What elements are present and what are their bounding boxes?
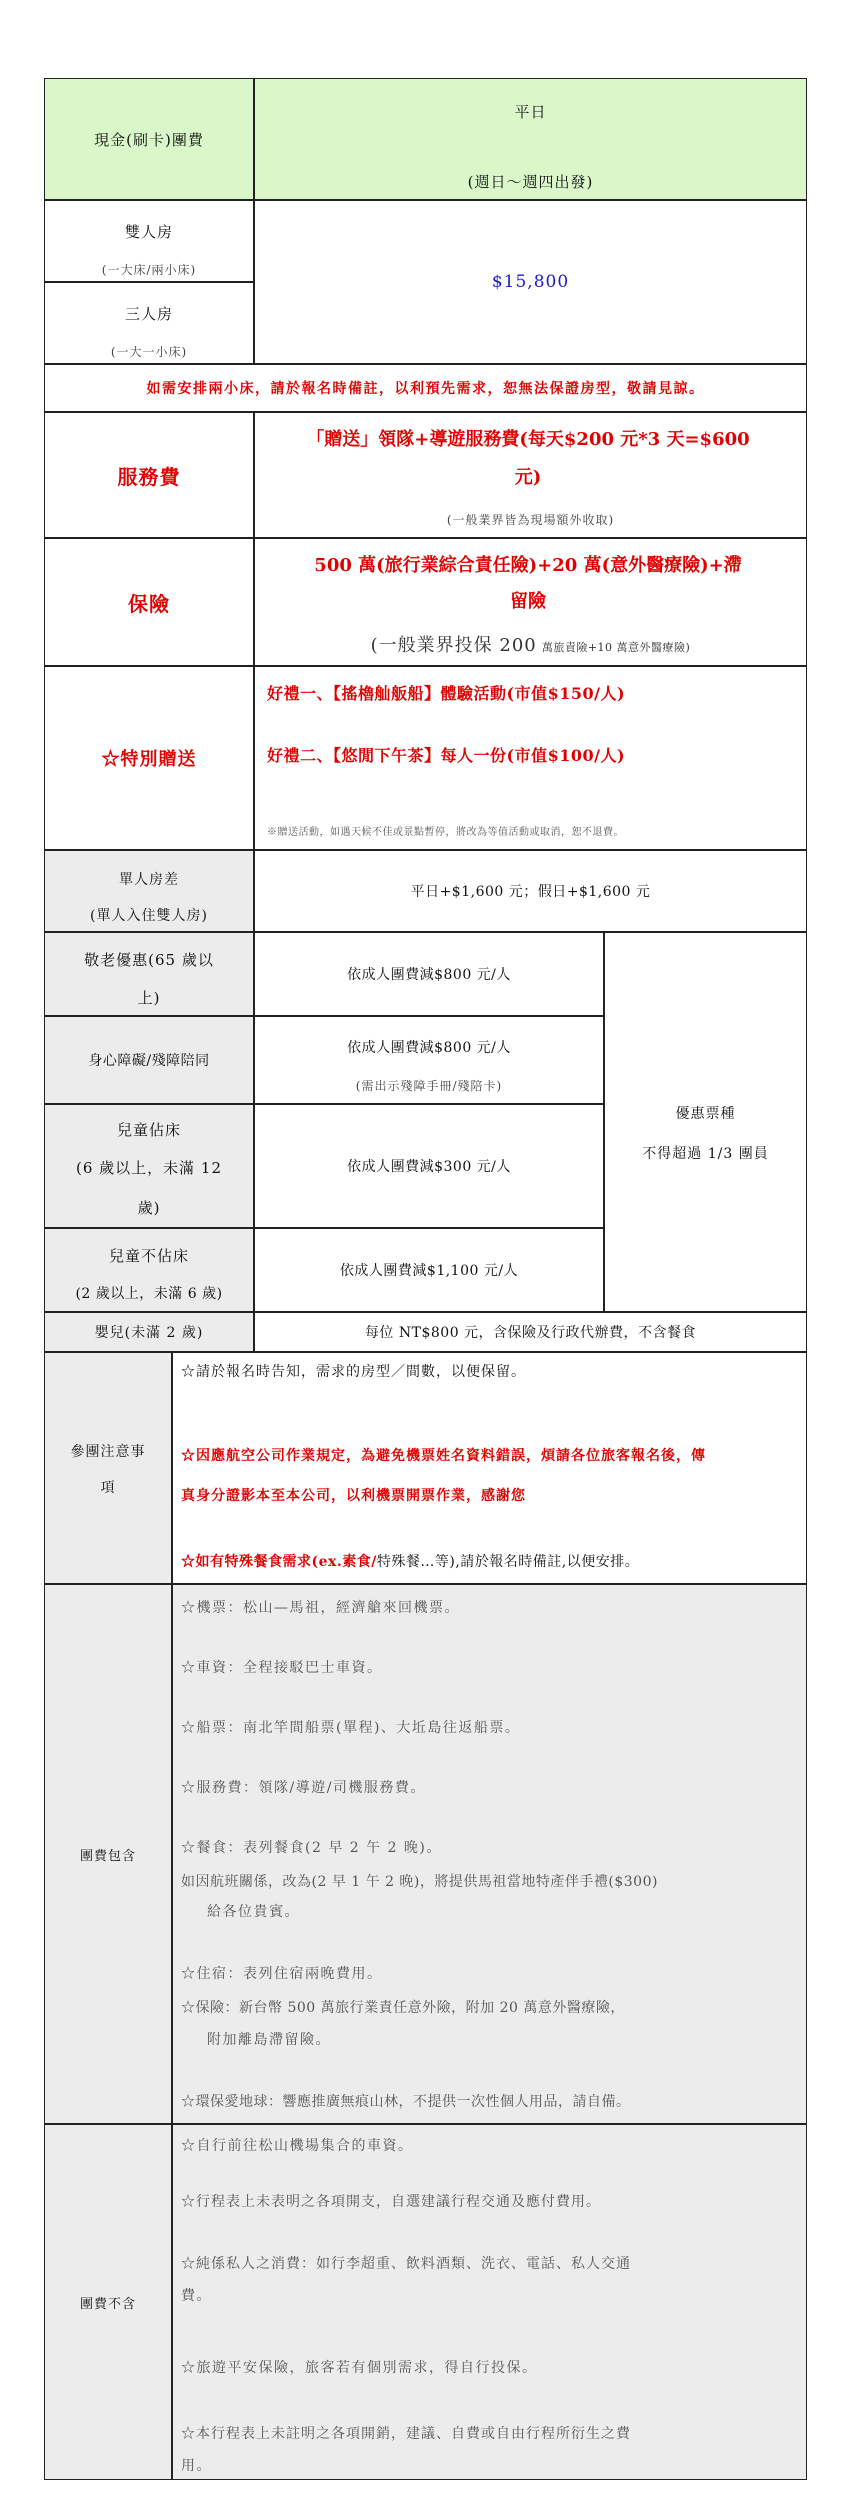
- child-bed-label-line3: 歲): [137, 1199, 161, 1217]
- included-item: 給各位貴賓。: [207, 1904, 300, 1920]
- insurance-note: [255, 631, 806, 657]
- excluded-label-cell: [44, 2124, 172, 2480]
- excluded-item: ☆自行前往松山機場集合的車資。: [181, 2138, 414, 2154]
- child-nobed-label-line1: 兒童不佔床: [108, 1247, 189, 1265]
- child-nobed-value: 依成人團費減$1,100 元/人: [339, 1263, 519, 1279]
- single-room-label-cell: [44, 850, 254, 932]
- notes-label-line1: 參團注意事: [70, 1444, 146, 1460]
- single-room-value-cell: [254, 850, 807, 932]
- discount-quota-cell: [604, 932, 807, 1312]
- included-item: ☆服務費：領隊/導遊/司機服務費。: [181, 1780, 426, 1796]
- room-notice: 如需安排兩小床，請於報名時備註，以利預先需求，恕無法保證房型，敬請見諒。: [146, 381, 705, 397]
- excluded-item: ☆旅遊平安保險，旅客若有個別需求，得自行投保。: [181, 2360, 538, 2376]
- child-nobed-value-cell: [254, 1228, 604, 1312]
- infant-label-cell: [44, 1312, 254, 1352]
- notes-line-3: 真身分證影本至本公司，以利機票開票作業，感謝您: [181, 1488, 526, 1504]
- senior-label-cell: [44, 932, 254, 1016]
- weekday-title: 平日: [514, 103, 547, 121]
- discount-quota-text: 不得超過 1/3 團員: [642, 1146, 769, 1162]
- gift-label-cell: [44, 666, 254, 850]
- child-nobed-label-line2: (2 歲以上，未滿 6 歲): [75, 1286, 223, 1302]
- infant-value: 每位 NT$800 元，含保險及行政代辦費，不含餐食: [364, 1325, 697, 1341]
- double-room-label: 雙人房: [124, 223, 173, 241]
- insurance-value-cell: [254, 538, 807, 666]
- single-room-label: 單人房差: [119, 872, 179, 888]
- single-room-value: 平日+$1,600 元；假日+$1,600 元: [410, 884, 651, 900]
- service-fee-line2: 元): [514, 467, 542, 488]
- weekday-range: (週日～週四出發): [467, 173, 594, 191]
- child-nobed-label-cell: [44, 1228, 254, 1312]
- included-item: ☆保險：新台幣 500 萬旅行業責任意外險，附加 20 萬意外醫療險，: [181, 2000, 625, 2016]
- excluded-item: 用。: [181, 2458, 212, 2474]
- service-fee-label-cell: [44, 412, 254, 538]
- disabled-label-cell: [44, 1016, 254, 1104]
- service-fee-note: (一般業界皆為現場額外收取): [446, 513, 615, 527]
- notes-label-line2: 項: [100, 1480, 116, 1496]
- service-fee-value-cell: [254, 412, 807, 538]
- triple-room-note: (一大一小床): [110, 345, 188, 359]
- room-notice-cell: [44, 364, 807, 412]
- included-item: ☆船票：南北竿間船票(單程)、大坵島往返船票。: [181, 1720, 521, 1736]
- notes-line-1: ☆請於報名時告知，需求的房型／間數，以便保留。: [181, 1364, 526, 1380]
- insurance-note-main: (一般業界投保 200: [370, 635, 537, 656]
- triple-room-label: 三人房: [124, 305, 173, 323]
- insurance-line1: 500 萬(旅行業綜合責任險)+20 萬(意外醫療險)+滯: [314, 555, 742, 576]
- gift-item-1: 好禮一、【搖櫓舢舨船】體驗活動(市值$150/人): [267, 684, 626, 703]
- excluded-item: 費。: [181, 2288, 212, 2304]
- included-item: ☆環保愛地球：響應推廣無痕山林，不提供一次性個人用品，請自備。: [181, 2094, 631, 2110]
- senior-label-line1: 敬老優惠(65 歲以: [84, 951, 214, 969]
- insurance-line2: 留險: [510, 591, 546, 612]
- header-left-label: 現金(刷卡)團費: [94, 130, 204, 149]
- included-content-cell: [172, 1584, 807, 2124]
- notes-content-cell: [172, 1352, 807, 1584]
- insurance-label-cell: [44, 538, 254, 666]
- service-fee-line1: 「贈送」領隊+導遊服務費(每天$200 元*3 天=$600: [306, 429, 750, 450]
- excluded-item: ☆純係私人之消費：如行李超重、飲料酒類、洗衣、電話、私人交通: [181, 2256, 631, 2272]
- included-item: 附加離島滯留險。: [207, 2032, 331, 2048]
- included-item: ☆車資：全程接駁巴士車資。: [181, 1660, 383, 1676]
- gift-note: ※贈送活動，如遇天候不佳或景點暫停，將改為等值活動或取消，恕不退費。: [267, 827, 624, 838]
- senior-value: 依成人團費減$800 元/人: [347, 967, 511, 983]
- single-room-sublabel: (單人入住雙人房): [90, 908, 208, 924]
- notes-line-4: [181, 1551, 639, 1571]
- gift-value-cell: [254, 666, 807, 850]
- discount-quota-title: 優惠票種: [675, 1106, 736, 1122]
- included-item: 如因航班關係，改為(2 早 1 午 2 晚)，將提供馬祖當地特產伴手禮($300): [181, 1874, 658, 1890]
- excluded-label: 團費不含: [79, 2296, 136, 2312]
- notes-line-4-red: ☆如有特殊餐食需求(ex.素食/: [181, 1554, 377, 1570]
- double-room-cell: [44, 200, 254, 282]
- gift-item-2: 好禮二、【悠閒下午茶】每人一份(市值$100/人): [267, 746, 626, 765]
- included-label: 團費包含: [79, 1848, 136, 1864]
- child-bed-value-cell: [254, 1104, 604, 1228]
- service-fee-label: 服務費: [117, 464, 181, 489]
- notes-label-cell: [44, 1352, 172, 1584]
- child-bed-label-line1: 兒童佔床: [116, 1121, 181, 1139]
- header-weekday-cell: [254, 78, 807, 200]
- infant-label: 嬰兒(未滿 2 歲): [94, 1325, 204, 1341]
- disabled-value: 依成人團費減$800 元/人: [347, 1040, 511, 1056]
- notes-line-4-black: 特殊餐…等),請於報名時備註,以便安排。: [376, 1554, 640, 1570]
- excluded-item: ☆行程表上未表明之各項開支，自選建議行程交通及應付費用。: [181, 2194, 601, 2210]
- child-bed-value: 依成人團費減$300 元/人: [347, 1159, 511, 1175]
- senior-value-cell: [254, 932, 604, 1016]
- double-room-note: (一大床/兩小床): [101, 263, 197, 277]
- triple-room-cell: [44, 282, 254, 364]
- header-left-cell: [44, 78, 254, 200]
- disabled-note: (需出示殘障手冊/殘陪卡): [355, 1079, 503, 1093]
- included-item: ☆機票：松山—馬祖，經濟艙來回機票。: [181, 1600, 460, 1616]
- excluded-item: ☆本行程表上未註明之各項開銷，建議、自費或自由行程所衍生之費: [181, 2426, 631, 2442]
- room-price-cell: [254, 200, 807, 364]
- child-bed-label-line2: (6 歲以上，未滿 12: [75, 1159, 223, 1177]
- insurance-note-detail: 萬旅責險+10 萬意外醫療險): [541, 641, 691, 654]
- child-bed-label-cell: [44, 1104, 254, 1228]
- included-label-cell: [44, 1584, 172, 2124]
- room-price: $15,800: [491, 272, 570, 292]
- notes-line-2: ☆因應航空公司作業規定，為避免機票姓名資料錯誤，煩請各位旅客報名後，傳: [181, 1448, 706, 1464]
- insurance-label: 保險: [128, 591, 170, 616]
- infant-value-cell: [254, 1312, 807, 1352]
- included-item: ☆餐食：表列餐食(2 早 2 午 2 晚)。: [181, 1840, 442, 1856]
- disabled-value-cell: [254, 1016, 604, 1104]
- senior-label-line2: 上): [137, 989, 161, 1007]
- included-item: ☆住宿：表列住宿兩晚費用。: [181, 1966, 383, 1982]
- excluded-content-cell: [172, 2124, 807, 2480]
- gift-label: ☆特別贈送: [101, 749, 197, 770]
- disabled-label: 身心障礙/殘障陪同: [88, 1053, 210, 1069]
